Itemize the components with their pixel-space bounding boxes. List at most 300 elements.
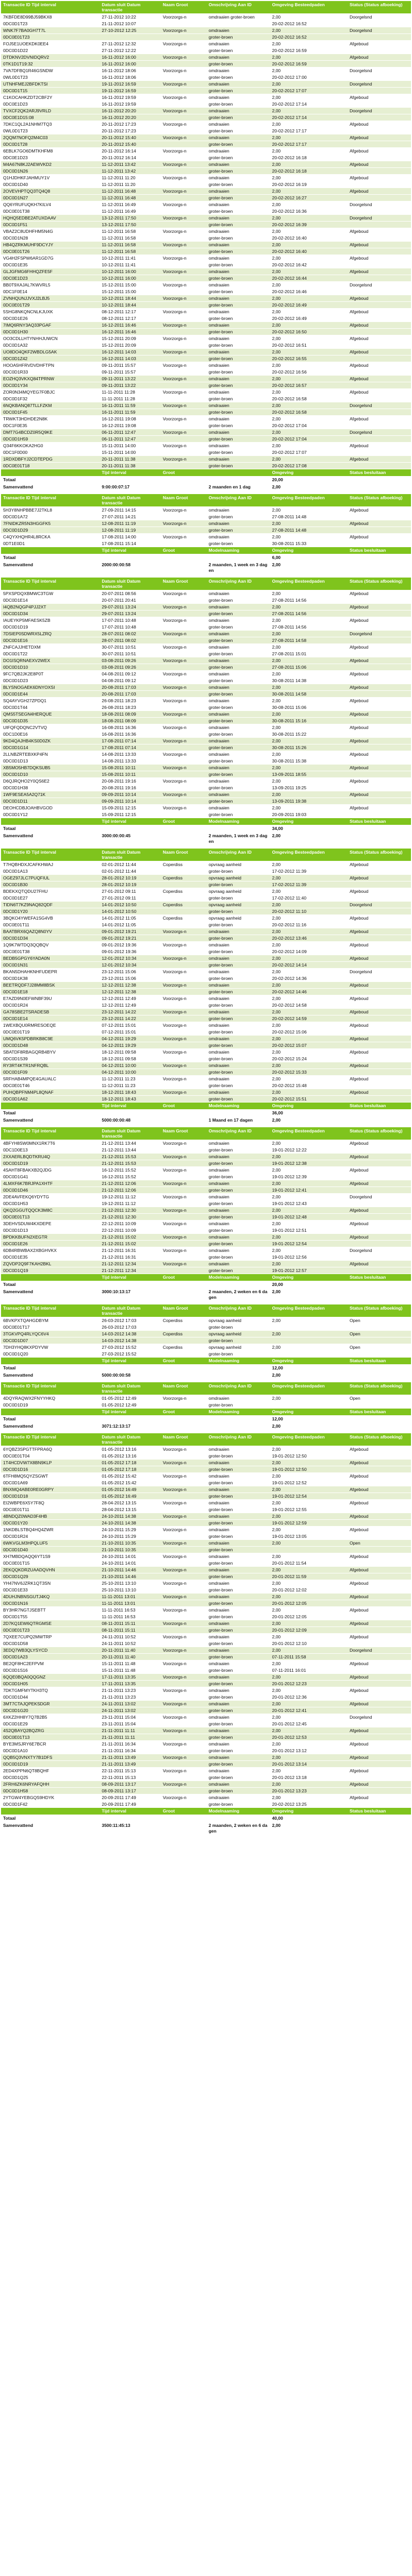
table-cell: omdraaien — [207, 161, 270, 168]
table-cell: UO8DO4QKF2WBDLG5AK — [1, 349, 100, 355]
table-cell: omdraaien — [207, 27, 270, 34]
table-row — [1, 94, 411, 101]
table-cell: Afgeboud — [348, 242, 411, 248]
table-cell: omdraaien — [207, 1247, 270, 1254]
column-header: Status (Status afboeking) — [348, 1382, 411, 1395]
subtotal-cell: Omgeving — [270, 1103, 348, 1110]
table-cell: 2,00 — [270, 684, 348, 691]
table-cell: 17-02-2012 11:40 — [270, 895, 348, 902]
table-cell: opvraag aanheid — [207, 875, 270, 882]
table-cell — [348, 771, 411, 778]
table-row — [1, 456, 411, 463]
table-cell: 2,00 — [270, 429, 348, 436]
table-cell: 21-12-2011 13:44 — [100, 1140, 160, 1147]
table-cell: 0DC0D1S39 — [1, 1056, 100, 1062]
table-cell: 10-12-2011 11:41 — [100, 262, 160, 268]
table-cell: 28-01-2012 10:19 — [100, 882, 160, 888]
total-row — [1, 1110, 411, 1117]
table-cell — [348, 1587, 411, 1594]
table-cell: 4SAHT8FBAKXB2QJDG — [1, 1167, 100, 1174]
column-header: Datum sluit Datum transactie — [100, 1304, 160, 1317]
table-cell: Voorzorgs-n — [161, 242, 207, 248]
table-cell: omdraaien — [207, 1553, 270, 1560]
column-header: Omgeving Besteedpaden — [270, 1304, 348, 1317]
subtotal-cell: Tijd interval — [100, 1103, 160, 1110]
table-cell: 20-02-2012 16:36 — [270, 208, 348, 215]
table-cell: Coperdiss — [161, 861, 207, 868]
table-cell: OO3CDLLHTYNHHJUWCN — [1, 335, 100, 342]
table-cell: 01-05-2012 15:42 — [100, 1480, 160, 1486]
table-cell: 20-11-2012 16:14 — [100, 155, 160, 161]
column-header: Status (Status afboeking) — [348, 1304, 411, 1317]
table-cell: groter-broen — [207, 1002, 270, 1009]
table-cell: 19-01-2012 12:41 — [270, 1187, 348, 1194]
table-row — [1, 791, 411, 798]
summary-cell — [207, 1423, 270, 1430]
table-cell: 20-02-2012 16:49 — [270, 302, 348, 309]
table-row — [1, 1768, 411, 1774]
table-cell: 30-08-2011 14:38 — [270, 677, 348, 684]
summary-cell: 2 maanden, 2 weken en 6 dagen — [207, 1822, 270, 1835]
table-cell: 30-08-2011 15:38 — [270, 758, 348, 765]
summary-cell — [161, 1117, 207, 1124]
table-cell: omdraaien — [207, 1500, 270, 1506]
table-cell: 0DC0D1D18 — [1, 1493, 100, 1500]
table-cell: 19-01-2012 12:48 — [270, 1214, 348, 1221]
table-cell — [348, 935, 411, 942]
table-cell: C1KOCAHKZDT2CBF2Y — [1, 94, 100, 101]
table-cell: BYE3MSJRY6E7BCR — [1, 1741, 100, 1748]
table-row — [1, 322, 411, 329]
table-cell — [161, 895, 207, 902]
table-cell: 0DC0D1Q19 — [1, 1267, 100, 1274]
table-row — [1, 597, 411, 604]
table-row — [1, 691, 411, 698]
table-cell: 0DC0E01T17 — [1, 1324, 100, 1331]
table-cell: groter-broen — [207, 1681, 270, 1687]
table-cell: 20-01-2012 12:23 — [270, 1681, 348, 1687]
table-cell — [161, 275, 207, 282]
subtotal-row — [1, 1103, 411, 1110]
table-cell: groter-broen — [207, 436, 270, 443]
table-cell — [348, 1560, 411, 1567]
table-row — [1, 771, 411, 778]
table-cell: 2OVEVHPTQQ3TQ4Q8 — [1, 188, 100, 195]
table-cell: groter-broen — [207, 1056, 270, 1062]
table-cell: 03-08-2011 09:26 — [100, 664, 160, 671]
table-cell: 08-12-2011 12:17 — [100, 309, 160, 315]
table-cell: 0DC0D1D11 — [1, 798, 100, 805]
table-cell: 2,00 — [270, 805, 348, 811]
table-cell: 16-11-2012 18:06 — [100, 67, 160, 74]
table-cell: 15-12-2011 20:09 — [100, 342, 160, 349]
table-cell: omdraaien — [207, 1660, 270, 1667]
table-row — [1, 1634, 411, 1640]
table-cell: omdraaien — [207, 215, 270, 222]
table-row — [1, 731, 411, 738]
table-cell: Voorzorgs-n — [161, 429, 207, 436]
table-cell: Afgeboud — [348, 875, 411, 882]
table-cell: 7IMQ6RNY3AQ33PGAF — [1, 322, 100, 329]
table-cell: 3DEHVSDUW4KXDEPE — [1, 1221, 100, 1227]
table-cell: 12-12-2011 12:38 — [100, 989, 160, 995]
table-cell: omdraaien — [207, 1395, 270, 1402]
table-row — [1, 895, 411, 902]
table-cell — [161, 262, 207, 268]
table-header-row — [1, 1382, 411, 1395]
table-cell — [161, 1654, 207, 1660]
table-cell: 04-12-2011 10:00 — [100, 1069, 160, 1076]
table-cell: 2,00 — [270, 590, 348, 597]
table-cell: 24-10-2011 14:38 — [100, 1513, 160, 1520]
table-row — [1, 1174, 411, 1180]
table-cell: 16-08-2011 16:36 — [100, 724, 160, 731]
table-cell — [161, 1254, 207, 1261]
table-row — [1, 948, 411, 955]
table-cell: 21-12-2011 16:31 — [100, 1254, 160, 1261]
table-cell: BDEKXQTQDU27FHU — [1, 888, 100, 895]
table-cell: 0DC0D1E44 — [1, 691, 100, 698]
table-cell: DO1ISQRNAEXV2WEX — [1, 657, 100, 664]
table-row — [1, 1734, 411, 1741]
table-cell: 0DC0D1H38 — [1, 785, 100, 791]
table-cell — [161, 935, 207, 942]
table-row — [1, 396, 411, 402]
table-header-row — [1, 494, 411, 507]
table-cell — [348, 1506, 411, 1513]
table-cell: Afgeboud — [348, 134, 411, 141]
table-cell: Afgeboud — [348, 1687, 411, 1694]
table-cell: 3BQKO4YWEFA1SG4VB — [1, 915, 100, 922]
table-cell: 19-01-2012 12:55 — [270, 1506, 348, 1513]
table-cell: GA78SBE2TSRADESB — [1, 1009, 100, 1015]
table-cell — [348, 1096, 411, 1103]
table-cell: 2,00 — [270, 1567, 348, 1573]
table-cell: omdraaien groter-broen — [207, 14, 270, 21]
table-cell: groter-broen — [207, 114, 270, 121]
table-cell: Afgeboud — [348, 1036, 411, 1042]
table-cell: 16-11-2011 11:59 — [100, 402, 160, 409]
table-cell: 09-09-2011 10:14 — [100, 798, 160, 805]
table-cell: 6TFH8MQ5QYZSGWT — [1, 1473, 100, 1480]
table-cell: Voorzorgs-n — [161, 282, 207, 289]
table-row — [1, 335, 411, 342]
table-row — [1, 590, 411, 597]
table-row — [1, 1473, 411, 1480]
table-cell — [348, 597, 411, 604]
table-row — [1, 751, 411, 758]
table-cell: 20-11-2012 15:40 — [100, 141, 160, 148]
table-cell — [348, 1466, 411, 1473]
table-cell: 27-08-2011 14:56 — [270, 624, 348, 631]
table-cell — [348, 155, 411, 161]
table-cell: 2,00 — [270, 507, 348, 514]
table-row — [1, 1015, 411, 1022]
total-cell — [207, 825, 270, 833]
table-cell — [161, 1560, 207, 1567]
table-cell: 18-12-2011 09:58 — [100, 1049, 160, 1056]
table-cell: 0DC0E01T38 — [1, 208, 100, 215]
table-cell: omdraaien — [207, 175, 270, 181]
table-row — [1, 805, 411, 811]
total-cell — [348, 1365, 411, 1372]
table-cell — [161, 128, 207, 134]
table-row — [1, 1221, 411, 1227]
table-cell: Afgeboud — [348, 322, 411, 329]
table-row — [1, 1714, 411, 1721]
table-cell: groter-broen — [207, 463, 270, 469]
table-cell: Voorzorgs-n — [161, 995, 207, 1002]
table-cell — [161, 785, 207, 791]
table-cell — [348, 1042, 411, 1049]
subtotal-cell: Modelnaaming — [207, 547, 270, 554]
table-cell: 0DC0D1E16 — [1, 637, 100, 644]
table-header-row — [1, 849, 411, 861]
table-cell: Afgeboud — [348, 1607, 411, 1614]
table-cell: omdraaien — [207, 1674, 270, 1681]
column-header: Transactie ID Tijd interval — [1, 1304, 100, 1317]
total-cell: 34,00 — [270, 825, 348, 833]
column-header: Naam Groot — [161, 849, 207, 861]
column-header: Naam Groot — [161, 494, 207, 507]
table-cell: 0DC0D1Q20 — [1, 1351, 100, 1358]
table-cell: 2,00 — [270, 376, 348, 382]
table-cell: 17-08-2011 07:14 — [100, 738, 160, 744]
table-cell: groter-broen — [207, 128, 270, 134]
summary-cell — [348, 833, 411, 845]
table-cell: 20-11-2011 11:40 — [100, 1647, 160, 1654]
table-cell — [348, 34, 411, 41]
table-cell: 16-12-2011 14:03 — [100, 349, 160, 355]
table-cell: 17-02-2012 11:39 — [270, 882, 348, 888]
column-header: Omgeving Besteedpaden — [270, 849, 348, 861]
table-cell: BY3HR7NGTJSEBTT — [1, 1607, 100, 1614]
table-cell: Voorzorgs-n — [161, 1567, 207, 1573]
table-cell: groter-broen — [207, 1734, 270, 1741]
table-cell: 1Q9K7WTDQ3QQBQV — [1, 942, 100, 948]
table-cell — [348, 289, 411, 295]
table-cell: 0DC0D1E35 — [1, 262, 100, 268]
summary-cell: 3071:12:13:17 — [100, 1423, 160, 1430]
summary-cell: 2,00 — [270, 1289, 348, 1301]
table-cell: 0DC0D1R33 — [1, 369, 100, 376]
table-cell: 10-12-2011 16:00 — [100, 268, 160, 275]
table-cell: Afgeboud — [348, 1062, 411, 1069]
table-cell: Doorgelsnd — [348, 215, 411, 222]
table-cell: 0DC0D1H53 — [1, 1200, 100, 1207]
table-cell: 24-10-2011 14:38 — [100, 1520, 160, 1527]
table-cell: 20-02-2012 11:16 — [270, 922, 348, 928]
table-cell: groter-broen — [207, 47, 270, 54]
table-cell: Afgeboud — [348, 1513, 411, 1520]
table-cell: 20-01-2012 12:53 — [270, 1734, 348, 1741]
table-row — [1, 54, 411, 61]
table-cell — [348, 1654, 411, 1660]
table-cell: 2,00 — [270, 778, 348, 785]
table-cell: Doorgelsnd — [348, 969, 411, 975]
table-cell: Afgeboud — [348, 1754, 411, 1761]
table-cell — [161, 302, 207, 309]
summary-cell — [348, 562, 411, 574]
table-cell: 0DC0D1T28 — [1, 141, 100, 148]
table-cell: 20-01-2012 12:45 — [270, 1721, 348, 1727]
table-cell: Voorzorgs-n — [161, 1781, 207, 1788]
table-row — [1, 1089, 411, 1096]
table-row — [1, 188, 411, 195]
table-cell: Afgeboud — [348, 534, 411, 540]
subtotal-cell: Modelnaaming — [207, 818, 270, 825]
table-cell: 14-01-2012 11:05 — [100, 922, 160, 928]
table-cell: Voorzorgs-n — [161, 1727, 207, 1734]
summary-cell: 3000:00:00:45 — [100, 833, 160, 845]
table-cell: 0DC0D1F51 — [1, 222, 100, 228]
table-cell: 1T4HCDVW7X8BN9KLP — [1, 1460, 100, 1466]
table-cell — [161, 1174, 207, 1180]
table-cell: 12-01-2012 10:34 — [100, 962, 160, 969]
table-cell: 20-02-2012 16:40 — [270, 235, 348, 242]
table-cell: Afgeboud — [348, 778, 411, 785]
table-cell — [161, 289, 207, 295]
table-cell: 0DC0D1Y20 — [1, 908, 100, 915]
table-cell: 3MT7CTAJQPEKSDGR — [1, 1701, 100, 1707]
table-cell: 20-07-2011 08:56 — [100, 590, 160, 597]
table-cell — [161, 1480, 207, 1486]
table-cell: 20-02-2012 15:33 — [270, 1069, 348, 1076]
table-cell — [161, 1187, 207, 1194]
column-header: Datum sluit Datum transactie — [100, 1382, 160, 1395]
table-cell: Afgeboud — [348, 41, 411, 47]
table-cell: groter-broen — [207, 1200, 270, 1207]
column-header: Omschrijving Aan ID — [207, 849, 270, 861]
table-cell: 11-12-2011 11:20 — [100, 181, 160, 188]
table-cell: EI2WBPE6X5Y7F8Q — [1, 1500, 100, 1506]
column-header: Omschrijving Aan ID — [207, 1127, 270, 1140]
table-cell: 21-11-2011 13:49 — [100, 1761, 160, 1768]
table-cell: 21-12-2011 15:02 — [100, 1234, 160, 1241]
table-cell: 2,00 — [270, 161, 348, 168]
table-cell: 20-02-2012 15:48 — [270, 1082, 348, 1089]
table-cell — [348, 208, 411, 215]
table-cell: omdraaien — [207, 791, 270, 798]
table-row — [1, 1493, 411, 1500]
summary-cell — [348, 484, 411, 491]
table-cell: groter-broen — [207, 1337, 270, 1344]
table-cell: Afgeboud — [348, 1167, 411, 1174]
table-cell: omdraaien — [207, 322, 270, 329]
table-cell — [348, 1801, 411, 1808]
table-row — [1, 1214, 411, 1221]
table-cell: 7QXEE7CUPQ2MWTRP — [1, 1634, 100, 1640]
table-row — [1, 1707, 411, 1714]
table-cell: 15-11-2011 11:48 — [100, 1660, 160, 1667]
table-cell: 0DC1F0E14 — [1, 289, 100, 295]
table-row — [1, 1466, 411, 1473]
subtotal-cell: Groot — [161, 1409, 207, 1416]
table-cell: 13-09-2011 19:25 — [270, 785, 348, 791]
table-cell: BPDKKBUFN2XEGTR — [1, 1234, 100, 1241]
table-cell: Voorzorgs-n — [161, 1062, 207, 1069]
table-cell — [348, 141, 411, 148]
table-row — [1, 329, 411, 335]
table-cell: Afgeboud — [348, 1261, 411, 1267]
table-cell: Coperdiss — [161, 915, 207, 922]
table-cell — [161, 1015, 207, 1022]
table-cell: 0DC0D1N26 — [1, 168, 100, 175]
table-cell: 1WEXBQU0RMRESOEQE — [1, 1022, 100, 1029]
table-cell: 2,00 — [270, 982, 348, 989]
summary-cell — [161, 562, 207, 574]
table-cell: 15-11-2011 14:00 — [100, 449, 160, 456]
total-cell — [161, 1110, 207, 1117]
table-cell: PUHQBPFNM4PL8QNAF — [1, 1089, 100, 1096]
table-cell: VG4H2FSPW6AR1GD7G — [1, 255, 100, 262]
table-cell: 5PXSPDQXBMWC3TGW — [1, 590, 100, 597]
table-cell: Voorzorgs-n — [161, 738, 207, 744]
table-cell: Voorzorgs-n — [161, 1527, 207, 1533]
table-row — [1, 1674, 411, 1681]
table-cell: 4DUHJNBNSGUTJ4KQ — [1, 1594, 100, 1600]
table-cell: groter-broen — [207, 651, 270, 657]
table-cell: omdraaien — [207, 1794, 270, 1801]
table-cell — [161, 396, 207, 402]
column-header: Datum sluit Datum transactie — [100, 849, 160, 861]
table-cell: 01-05-2012 12:49 — [100, 1402, 160, 1409]
table-cell: 12-12-2011 12:38 — [100, 982, 160, 989]
table-cell: omdraaien — [207, 1620, 270, 1627]
table-cell — [161, 1533, 207, 1540]
table-row — [1, 1667, 411, 1674]
table-cell: Afgeboud — [348, 416, 411, 422]
summary-cell — [348, 1289, 411, 1301]
table-cell: 0DC0E01T38 — [1, 948, 100, 955]
table-cell: Voorzorgs-n — [161, 657, 207, 664]
total-cell — [161, 825, 207, 833]
table-cell — [348, 704, 411, 711]
table-cell: 2,00 — [270, 1727, 348, 1734]
total-cell — [161, 1416, 207, 1423]
table-cell: 14-08-2011 13:33 — [100, 758, 160, 765]
table-cell: groter-broen — [207, 1351, 270, 1358]
table-cell: 5H3Y8NHPBBE7J2TKL8 — [1, 507, 100, 514]
table-cell — [161, 463, 207, 469]
summary-cell: Samenvattend — [1, 1822, 100, 1835]
subtotal-cell: Status besluitaan — [348, 1808, 411, 1815]
table-cell — [348, 948, 411, 955]
table-cell — [161, 101, 207, 108]
table-cell: 11-11-2011 11:28 — [100, 396, 160, 402]
table-cell: 2,00 — [270, 416, 348, 422]
table-cell: 10-12-2011 11:41 — [100, 255, 160, 262]
table-cell: 20-11-2011 11:38 — [100, 456, 160, 463]
table-cell: 2,00 — [270, 1540, 348, 1547]
table-row — [1, 1533, 411, 1540]
table-cell: 04-08-2011 09:12 — [100, 671, 160, 677]
table-cell: 09-01-2012 19:36 — [100, 948, 160, 955]
table-cell: 0DC0D1N31 — [1, 962, 100, 969]
table-cell: Voorzorgs-n — [161, 1089, 207, 1096]
table-cell: omdraaien — [207, 590, 270, 597]
table-cell: 10-12-2011 18:44 — [100, 295, 160, 302]
table-cell: Voorzorgs-n — [161, 1513, 207, 1520]
table-cell: 09-11-2011 15:57 — [100, 362, 160, 369]
summary-cell: 2 maanden, 1 week en 3 dagen — [207, 562, 270, 574]
table-row — [1, 88, 411, 94]
table-cell: groter-broen — [207, 758, 270, 765]
table-cell: 2,00 — [270, 1076, 348, 1082]
table-row — [1, 1241, 411, 1247]
table-cell: 20-02-2012 16:57 — [270, 382, 348, 389]
table-cell — [161, 1721, 207, 1727]
